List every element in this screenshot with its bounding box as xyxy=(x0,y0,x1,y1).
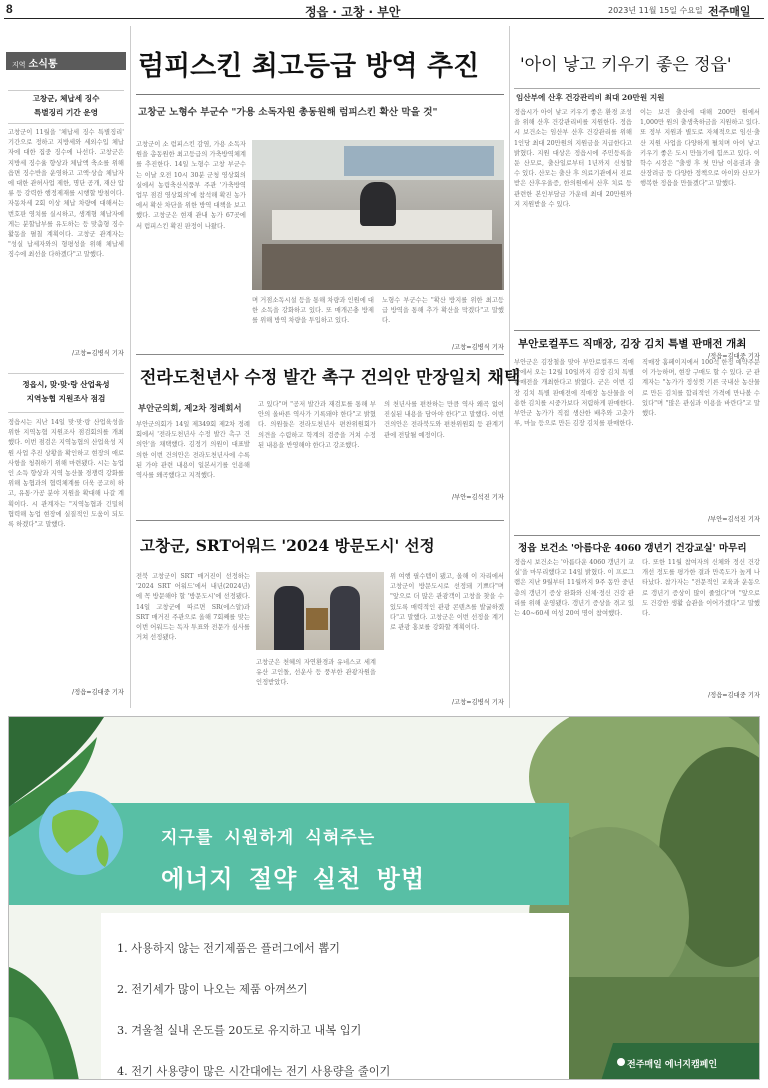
divider xyxy=(136,354,504,355)
divider xyxy=(514,88,760,89)
main1-photo xyxy=(252,140,504,290)
main1-body-col2: 며 거점소독시설 등을 통해 차량과 인원에 대한 소독을 강화하고 있다. 또 매개곤충 방제를 위해 방역 차량을 투입하고 있다. xyxy=(252,297,374,325)
right2-body-col1: 부안군은 김장철을 맞아 부안로컬푸드 직매장에서 오는 12월 10일까지 김장 김치 특별 판매전을 개최한다고 밝혔다. 군은 이번 김장 김치 특별 판매전에 직매장 농산물을 이용한 김치를 시중가보다 저렴하게 판매한다. 부안군 농가가 직접 생산한 배추와 고춧가루, 마늘 등으로 만든 김장 김치를 판매한다. xyxy=(514,359,634,428)
issue-date: 2023년 11월 15일 수요일 xyxy=(608,6,703,15)
main1-headline: 럼피스킨 최고등급 방역 추진 xyxy=(138,51,480,82)
main1-body-col1: 고창군이 소 럼피스킨 감염, 가용 소독자원을 총동원한 최고등급의 가축방역체계를 추진한다. 14일 노형수 고창 부군수는 이날 오전 10시 30분 군청 영상회의실에서 농림축산식품부 주관 '가축방역 업무 점검 영상회의'에 참석해 확진 농가에서 확산 차단을 위한 방역 대책을 보고했다. 고창군은 현재 관내 농가 67곳에서 럼피스킨 확진 판정이 나왔다. xyxy=(136,141,246,230)
right3-headline: 정읍 보건소 '아름다운 4060 갱년기 건강교실' 마무리 xyxy=(518,543,747,554)
divider xyxy=(136,94,504,95)
column-divider xyxy=(130,26,131,708)
energy-tip-item: 4. 전기 사용량이 많은 시간대에는 전기 사용량을 줄이기 xyxy=(117,1065,391,1078)
main3-body-col2: 고창군은 천혜의 자연환경과 유네스코 세계유산 고인돌, 선운사 등 풍부한 관광자원을 인정받았다. xyxy=(256,659,376,687)
main2-body-col1: 부안군의회가 14일 제349회 제2차 정례회에서 '전라도천년사 수정 발간 촉구 건의안'을 채택했다. 김정기 의원이 대표발의한 이번 건의안은 전라도천년사에 수록된 가야 관련 내용이 일본서기를 인용해 역사를 왜곡했다고 지적했다. xyxy=(136,421,250,480)
divider xyxy=(514,330,760,331)
right1-headline: '아이 낳고 키우기 좋은 정읍' xyxy=(520,55,732,75)
divider xyxy=(136,520,504,521)
page-header xyxy=(0,0,768,20)
sidebar-story1-title-line2: 특별징리 기간 운영 xyxy=(34,108,98,117)
main3-headline: 고창군, SRT어워드 '2024 방문도시' 선정 xyxy=(140,536,435,555)
main2-body-col2: 고 있다"며 "공저 발간과 재검토를 통해 부안의 올바른 역사가 기록돼야 한다"고 밝혔다. 의원들은 전라도천년사 편찬위원회가 의견을 수렴하고 학계의 검증을 거쳐 수정된 내용을 반영해야 한다고 강조했다. xyxy=(258,401,376,449)
energy-campaign-banner xyxy=(8,716,760,1080)
main3-byline: /고창=김병식 기자 xyxy=(452,699,504,706)
main2-body-col3: 의 천년사를 편찬하는 만큼 역사 왜곡 없이 진실된 내용을 담아야 한다"고 말했다. 이번 건의안은 전라북도와 편찬위원회 등 관계기관에 전달될 예정이다. xyxy=(384,401,504,439)
banner-title-line1: 지구를 시원하게 식혀주는 xyxy=(161,828,376,848)
right2-byline: /부안=김석진 기자 xyxy=(708,516,760,523)
right3-body-col2: 다. 또한 11월 참여자의 신체와 정신 건강 개선 정도를 평가한 결과 만족도가 높게 나타났다. 참가자는 "전문적인 교육과 운동으로 갱년기 증상이 많이 줄었다"며 "앞으로도 건강한 생활 습관을 이어가겠다"고 말했다. xyxy=(642,559,760,618)
energy-tip-item: 2. 전기세가 많이 나오는 제품 아껴쓰기 xyxy=(117,983,308,996)
sidebar-story2-body: 정읍시는 지난 14일 맞·맞·랑 산업육성을 위한 지역농협 지원조사 점검회의를 개최했다. 이번 점검은 지역농협의 산업육성 지원 사업 추진 상황을 확인하고 현장의 애로사항을 청취하기 위해 마련됐다. 시는 농업인 소득 향상과 지역 농산물 경쟁력 강화를 위해 농협과의 협력체계를 더욱 공고히 하고, 유통·가공 분야 지원을 확대해 나갈 계획이다. 시 관계자는 "지역농협과 긴밀히 협력해 농업 현장에 실질적인 도움이 되도록 하겠다"고 말했다. xyxy=(8,419,124,529)
sidebar-story2-title xyxy=(8,378,124,406)
banner-title-line2: 에너지 절약 실천 방법 xyxy=(161,865,426,893)
right1-body-col2: 이는 보건 출산에 대해 200만 원에서 1,000만 원의 출생축하금을 지원하고 있다. 또 정부 지원과 별도로 자체적으로 임신·출산 지원 사업을 다양하게 펼치며 아이 낳고 키우기 좋은 도시 만들기에 힘쓰고 있다. 이학수 시장은 "출생 후 첫 만남 이용권과 출산장려금 등 다양한 정책으로 아이와 산모가 행복한 정읍을 만들겠다"고 말했다. xyxy=(640,109,760,188)
sidebar-story2-byline: /정읍=김대중 기자 xyxy=(72,689,124,696)
right3-byline: /정읍=김대중 기자 xyxy=(708,692,760,699)
right1-subhead: 임산부에 산후 건강관리비 최대 20만원 지원 xyxy=(516,93,665,102)
sidebar-story1-byline: /고창=김병식 기자 xyxy=(72,350,124,357)
main3-body-col1: 전북 고창군이 SRT 매거진이 선정하는 '2024 SRT 어워드'에서 내년(2024년)에 꼭 방문해야 할 '방문도시'에 선정됐다. 14일 고창군에 따르면 SR(에스알)과 SRT 매거진 주관으로 올해 7회째를 맞는 이번 어워드는 독자 투표와 전문가 심사를 거쳐 선정됐다. xyxy=(136,573,250,642)
energy-tip-item: 3. 겨울철 실내 온도를 20도로 유지하고 내복 입기 xyxy=(117,1024,362,1037)
energy-tips-list xyxy=(117,941,587,1080)
section-label-small: 지역 xyxy=(12,61,26,69)
header-rule xyxy=(4,18,764,19)
main3-photo xyxy=(256,572,384,650)
right1-byline: /정읍=김대중 기자 xyxy=(708,353,760,360)
main1-subhead: 고창군 노형수 부군수 "가용 소독자원 총동원해 럼피스킨 확산 막을 것" xyxy=(138,107,438,118)
sidebar-story2-title-line2: 지역농협 지원조사 점검 xyxy=(26,394,106,403)
main1-byline: /고창=김병식 기자 xyxy=(452,344,504,351)
section-title: 정읍 · 고창 · 부안 xyxy=(305,5,401,19)
main1-body-col3: 노형수 부군수는 "확산 방지를 위한 최고등급 방역을 통해 추가 확산을 막겠다"고 말했다. xyxy=(382,297,504,325)
sidebar-story1-title xyxy=(8,92,124,120)
sidebar-story1-title-line1: 고창군, 체납세 징수 xyxy=(32,94,100,103)
divider xyxy=(8,373,124,374)
banner-footer-label: 전주매일 에너지캠페인 xyxy=(627,1060,718,1070)
newspaper-brand: 전주매일 xyxy=(708,5,751,18)
divider xyxy=(514,535,760,536)
right1-body-col1: 정읍시가 아이 낳고 키우기 좋은 환경 조성을 위해 산후 건강관리비를 지원한다. 정읍시 보건소는 임산부 산후 건강관리를 위해 1인당 최대 20만원의 지원금을 지급한다고 밝혔다. 지원 대상은 정읍시에 주민등록을 둔 산모로, 출산일로부터 1년까지 신청할 수 있다. 산모는 출산 후 의료기관에서 진료받은 산후우울증, 한의원에서 산후 치료 등 관련한 본인부담금 가운데 최대 20만원까지 지원받을 수 있다. xyxy=(514,109,632,208)
right2-headline: 부안로컬푸드 직매장, 김장 김치 특별 판매전 개최 xyxy=(518,338,747,350)
divider xyxy=(8,123,124,124)
section-label-text: 소식통 xyxy=(28,59,58,70)
main2-byline: /부안=김석진 기자 xyxy=(452,494,504,501)
sidebar-story2-title-line1: 정읍시, 맞·맞·랑 산업육성 xyxy=(22,380,110,389)
main3-body-col3: 위 여행 필수템이 됐고, 올해 이 자리에서 고창군이 방문도시로 선정돼 기쁘다"며 "앞으로 더 많은 관광객이 고창을 찾을 수 있도록 매력적인 관광 콘텐츠를 발굴하겠다"고 말했다. 고창군은 이번 선정을 계기로 관광 홍보를 강화할 계획이다. xyxy=(390,573,504,632)
sidebar-story1-body: 고창군이 11월을 '체납세 징수 특별징리' 기간으로 정하고 지방세와 세외수입 체납자에 대한 집중 징수에 나선다. 고창군은 지방세 징수율 향상과 체납액 축소를 위해 읍면 징수반을 운영하고 고액·상습 체납자에 대한 관허사업 제한, 명단 공개, 재산 압류 등 강력한 행정제재를 시행할 방침이다. 자동차세 2회 이상 체납 차량에 대해서는 번호판 영치를 실시하고, 생계형 체납자에게는 분할납부를 유도하는 등 맞춤형 징수 활동을 펼칠 계획이다. 고창군 관계자는 "성실 납세자와의 형평성을 위해 체납세 징수에 최선을 다하겠다"고 말했다. xyxy=(8,129,124,259)
section-label xyxy=(6,52,126,70)
main2-headline: 전라도천년사 수정 발간 촉구 건의안 만장일치 채택 xyxy=(140,368,521,388)
energy-tip-item: 1. 사용하지 않는 전기제품은 플러그에서 뽑기 xyxy=(117,942,340,955)
right3-body-col1: 정읍시 보건소는 '아름다운 4060 갱년기 교실'을 마무리했다고 14일 밝혔다. 이 프로그램은 지난 9월부터 11월까지 9주 동안 중년층의 갱년기 증상 완화와 신체·정신 건강 관리를 위해 운영됐다. 갱년기 증상을 겪고 있는 40~60세 여성 20여 명이 참여했다. xyxy=(514,559,634,618)
divider xyxy=(8,412,124,413)
main2-subhead: 부안군의회, 제2차 정례회서 xyxy=(138,403,242,413)
divider xyxy=(8,90,124,91)
right2-body-col2: 직매장 홈페이지에서 100석 한정 예약주문이 가능하며, 현장 구매도 할 수 있다. 군 관계자는 "농가가 정성껏 기른 국내산 농산물로 만든 김치를 합리적인 가격에 만나볼 수 있다"며 "많은 관심과 이용을 바란다"고 말했다. xyxy=(642,359,760,418)
page-number: 8 xyxy=(6,2,13,16)
